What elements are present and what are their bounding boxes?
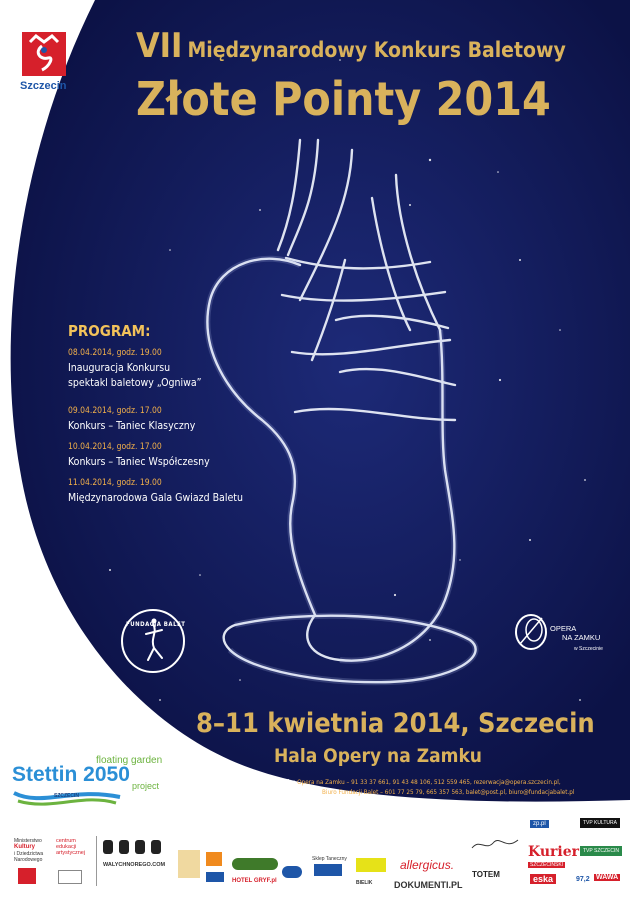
centrum-line1: centrum: [56, 838, 76, 844]
ministerstwo-line3: i Dziedzictwa: [14, 851, 44, 857]
coat-of-arms-icons: [97, 836, 175, 858]
sklep-label: Sklep Taneczny: [312, 856, 347, 862]
program-event-2: [68, 406, 195, 434]
ministerstwo-line2: Kultury: [14, 844, 35, 850]
title-line-1: [136, 26, 566, 66]
sponsor-group-coats: [96, 836, 175, 886]
event-description: Konkurs – Taniec Współczesny: [68, 456, 210, 468]
stettin-top: floating garden: [96, 755, 163, 766]
opera-logo-label: [550, 624, 600, 642]
sponsor-logo-yellow: [356, 858, 386, 872]
hotel-gryf-label: HOTEL GRYF.pl: [232, 878, 277, 884]
zp-label: zp.pl: [530, 820, 549, 828]
kurier-label: Kurier: [528, 844, 580, 860]
region-coat-icon: [18, 868, 36, 884]
event-description: Konkurs – Taniec Klasyczny: [68, 420, 196, 432]
event-date: 11.04.2014, godz. 19.00: [68, 478, 162, 488]
fundacja-balet-logo-icon: [120, 608, 186, 674]
ministerstwo-line1: Ministerstwo: [14, 838, 42, 844]
opera-logo-sub: w Szczecinie: [574, 646, 603, 652]
eska-label: eska: [530, 874, 556, 884]
sponsor-logo-juko: [178, 850, 200, 878]
centrum-line2: edukacji: [56, 844, 77, 850]
opera-logo-line1: OPERA: [550, 624, 577, 633]
event-dates: 8–11 kwietnia 2014, Szczecin: [196, 708, 595, 739]
tickets-label: Bilety do nabycia:: [238, 779, 296, 786]
bielik-label: BIELIK: [356, 880, 373, 886]
program-event-1: [68, 348, 202, 391]
dokumenti-label: DOKUMENTI.PL: [394, 880, 463, 890]
sponsor-logo-orange: [206, 852, 222, 866]
ministerstwo-line4: Narodowego: [14, 857, 43, 863]
sponsor-logo-aow: [282, 866, 302, 878]
stettin-bottom: project: [132, 781, 160, 791]
tickets-line-1: Opera na Zamku – 91 33 37 661, 91 43 48 106, 512 559 465, rezerwacja@opera.szczecin.pl,: [297, 779, 561, 786]
sponsor-logo-blue: [206, 872, 224, 882]
sponsor-centrum: [56, 838, 85, 856]
tickets-line-2: Biuro Fundacji Balet – 601 77 25 79, 665 357 563, balet@post.pl, biuro@fundacjabalet.pl: [322, 789, 575, 796]
allergicus-label: allergicus.: [400, 858, 455, 872]
walych-link: WALYCHNOREGO.COM: [103, 862, 166, 868]
kurier-sub: SZCZECIŃSKI: [530, 862, 564, 868]
centrum-line3: artystycznej: [56, 850, 86, 856]
tvp-szczecin-label: TVP SZCZECIN: [580, 846, 622, 856]
event-description: Międzynarodowa Gala Gwiazd Baletu: [68, 492, 243, 504]
title-roman-numeral: VII: [136, 26, 183, 66]
sponsor-ministerstwo: [14, 838, 43, 863]
signature-icon: [470, 836, 520, 854]
event-date: 09.04.2014, godz. 17.00: [68, 406, 162, 416]
event-venue: Hala Opery na Zamku: [274, 745, 482, 767]
sponsor-logo-sklep: [314, 864, 342, 876]
event-date: 10.04.2014, godz. 17.00: [68, 442, 162, 452]
opera-logo-line2: NA ZAMKU: [562, 633, 601, 642]
totem-label: TOTEM: [472, 870, 500, 879]
event-date: 08.04.2014, godz. 19.00: [68, 348, 162, 358]
tvp-kultura-label: TVP KULTURA: [580, 818, 620, 828]
wawa-freq: 97,2: [576, 876, 590, 883]
program-event-3: [68, 442, 210, 470]
stettin-main: Stettin 2050: [12, 763, 130, 786]
program-event-4: [68, 478, 243, 506]
sponsor-logo-green: [232, 858, 278, 870]
opera-na-zamku-logo-icon: [512, 612, 550, 652]
szczecin-crown-icon: [22, 32, 66, 76]
page-title: Złote Pointy 2014: [136, 72, 551, 126]
program-heading: PROGRAM:: [68, 322, 151, 340]
stettin-sub: SZCZECIN: [54, 793, 79, 799]
sponsor-icon-box: [58, 870, 82, 884]
tickets-info: [238, 778, 574, 798]
fundacja-logo-label: FUNDACJA BALET: [126, 621, 186, 628]
city-logo-label: Szczecin: [20, 80, 67, 92]
title-subtitle: Międzynarodowy Konkurs Baletowy: [187, 38, 566, 62]
wawa-label: WAWA: [596, 874, 619, 881]
event-description: spektakl baletowy „Ogniwa”: [68, 377, 202, 389]
event-description: Inauguracja Konkursu: [68, 362, 171, 374]
